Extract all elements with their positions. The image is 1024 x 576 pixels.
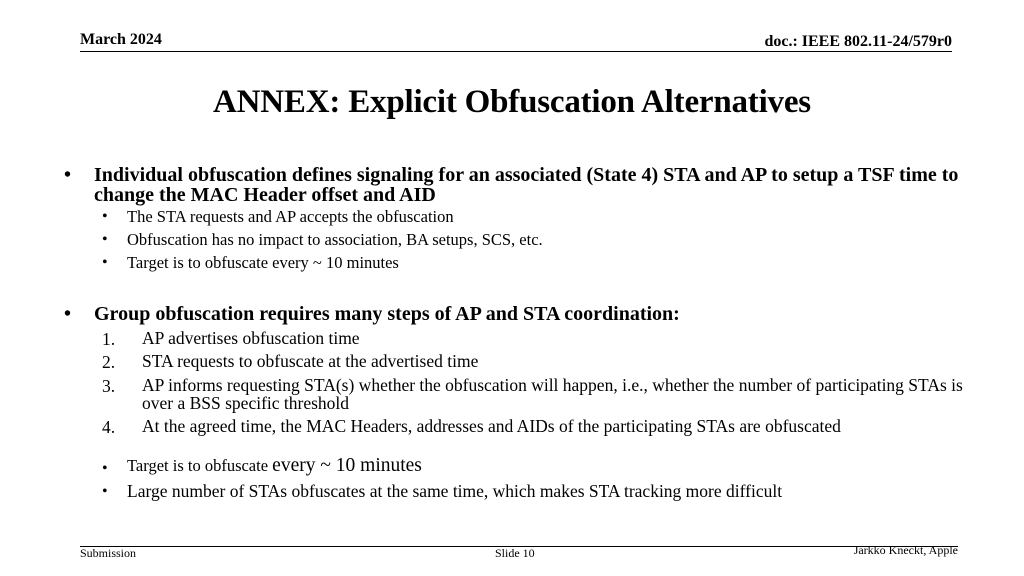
individual-heading: Individual obfuscation defines signaling for an associated (State 4) STA and AP to setup a TSF time to change the MAC Header offset and AID xyxy=(94,164,959,206)
step-text: At the agreed time, the MAC Headers, addresses and AIDs of the participating STAs are obfuscated xyxy=(142,416,841,436)
target-suffix: every ~ 10 minutes xyxy=(272,455,422,476)
bullet-icon: • xyxy=(64,303,72,325)
list-item: Large number of STAs obfuscates at the same time, which makes STA tracking more difficult xyxy=(127,481,783,501)
header-rule xyxy=(80,51,952,52)
footer-submission: Submission xyxy=(80,546,137,560)
group-heading: Group obfuscation requires many steps of AP and STA coordination: xyxy=(94,303,680,325)
bullet-icon: • xyxy=(102,460,108,477)
bullet-icon: • xyxy=(102,254,108,271)
step-text: AP advertises obfuscation time xyxy=(142,328,360,348)
step-text: STA requests to obfuscate at the advertised time xyxy=(142,351,479,371)
bullet-icon: • xyxy=(102,208,108,225)
step-number: 4. xyxy=(102,417,116,437)
header-doc-id: doc.: IEEE 802.11-24/579r0 xyxy=(764,33,952,50)
bullet-icon: • xyxy=(102,231,108,248)
step-number: 3. xyxy=(102,376,116,396)
list-item xyxy=(127,457,987,475)
bullet-icon: • xyxy=(64,164,72,186)
step-number: 1. xyxy=(102,329,116,349)
list-item: Target is to obfuscate every ~ 10 minutes xyxy=(127,253,399,272)
list-item: Obfuscation has no impact to association, BA setups, SCS, etc. xyxy=(127,230,543,249)
footer-slide-number: Slide 10 xyxy=(495,546,535,560)
bullet-icon: • xyxy=(102,483,108,500)
slide-title: ANNEX: Explicit Obfuscation Alternatives xyxy=(213,84,811,120)
step-text: AP informs requesting STA(s) whether the obfuscation will happen, i.e., whether the number of participating STAs is over a BSS specific threshold xyxy=(142,375,963,413)
list-item: The STA requests and AP accepts the obfuscation xyxy=(127,207,454,226)
header-date: March 2024 xyxy=(80,31,162,48)
step-number: 2. xyxy=(102,352,116,372)
target-prefix: Target is to obfuscate xyxy=(127,456,273,475)
footer-author: Jarkko Kneckt, Apple xyxy=(853,543,958,557)
